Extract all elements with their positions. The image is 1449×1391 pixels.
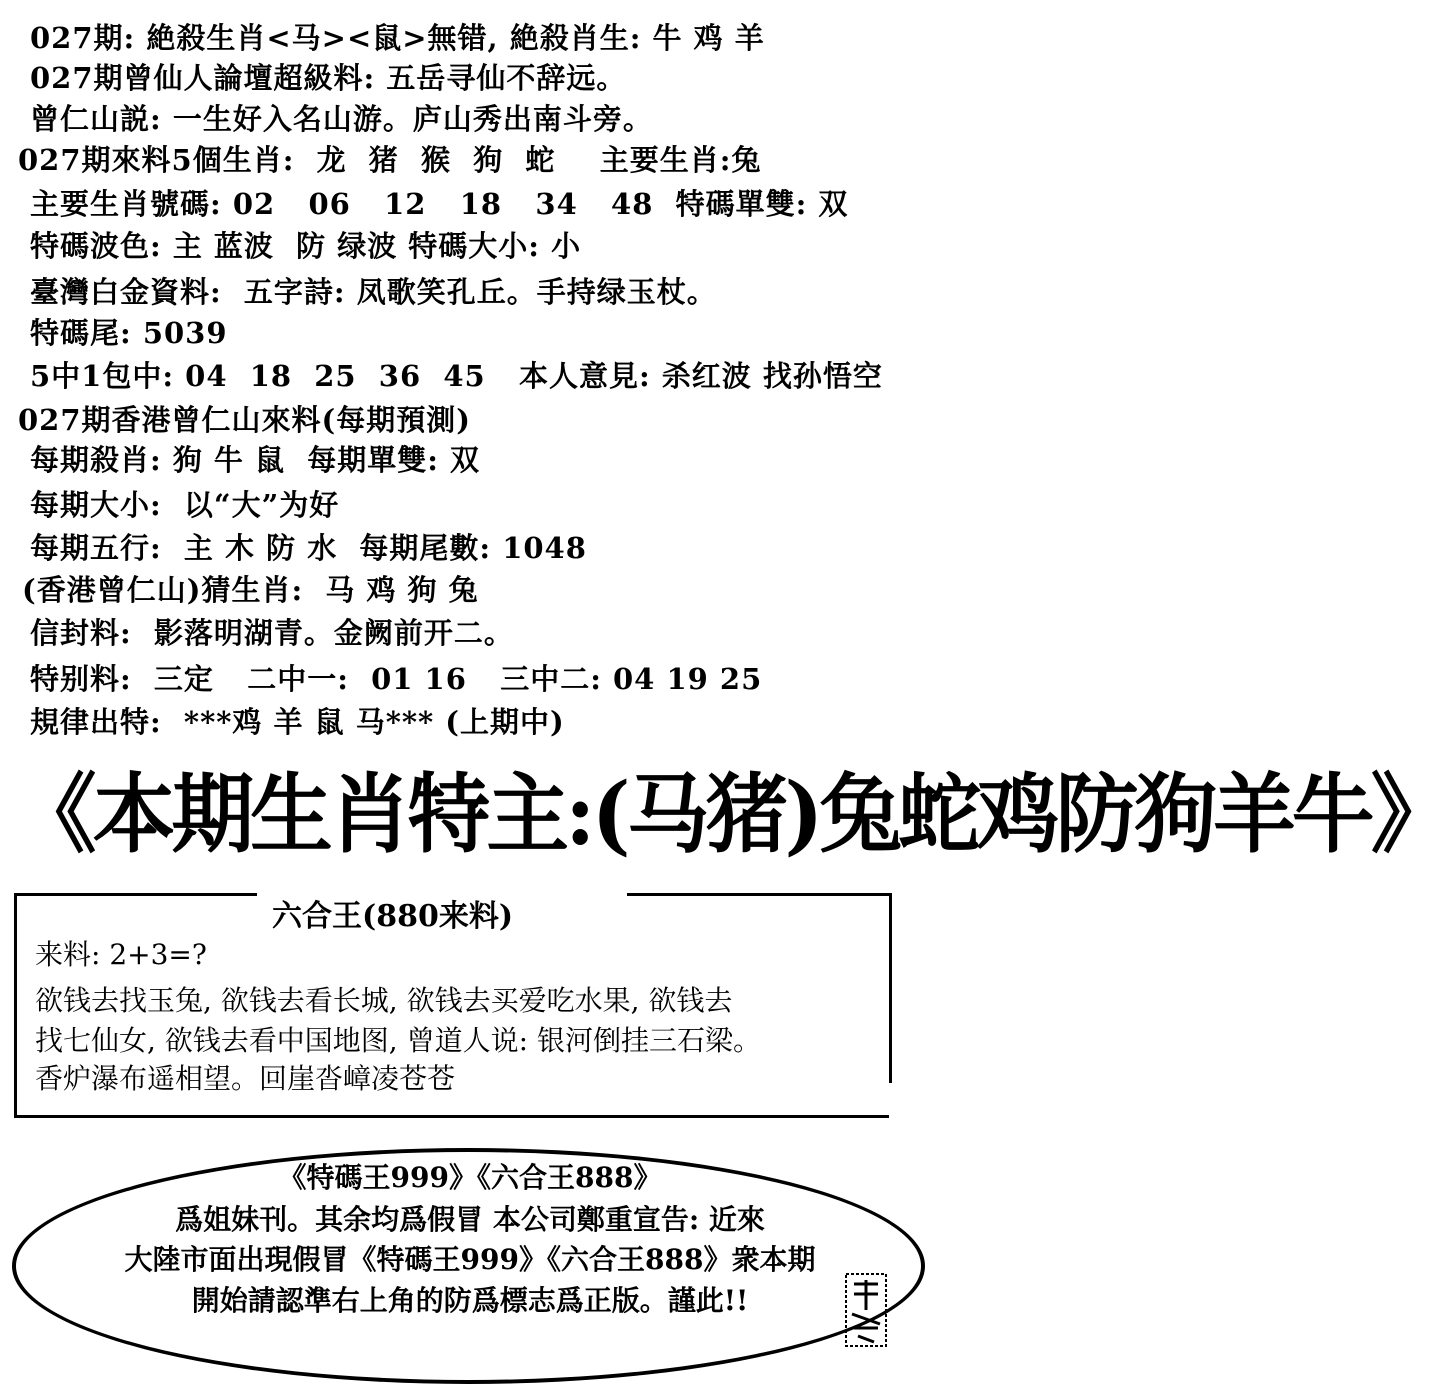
notice-line-3: 大陸市面出現假冒《特碼王999》《六合王888》衆本期 <box>124 1243 816 1276</box>
line-14 <box>22 570 479 610</box>
line-13-label: 每期五行: <box>30 531 162 565</box>
line-10-label: 027期香港曾仁山來料 <box>18 403 322 437</box>
box-border-top-left <box>17 893 257 896</box>
line-11 <box>30 440 480 480</box>
line-14-text: 马 鸡 狗 兔 <box>303 573 479 607</box>
line-9-text: 04 18 25 36 45 本人意見: 杀红波 找孙悟空 <box>174 359 883 393</box>
line-11-text: 狗 牛 鼠 每期單雙: 双 <box>161 443 481 477</box>
line-14-label: (香港曾仁山)猜生肖: <box>22 573 304 607</box>
line-7-text: 五字詩: 凤歌笑孔丘。手持绿玉杖。 <box>221 275 717 309</box>
line-7 <box>30 272 717 312</box>
line-8-label: 特碼尾: <box>30 316 132 350</box>
line-2-text: 五岳寻仙不辞远。 <box>375 61 627 95</box>
seal-stamp <box>840 1270 892 1350</box>
line-3-text: 一生好入名山游。庐山秀出南斗旁。 <box>161 102 653 136</box>
line-6-text: 主 蓝波 防 绿波 特碼大小: 小 <box>161 229 582 263</box>
info-box <box>14 893 889 1118</box>
line-3-label: 曾仁山説: <box>30 102 162 136</box>
line-1 <box>30 18 765 58</box>
line-5-text: 02 06 12 18 34 48 特碼單雙: 双 <box>221 187 849 221</box>
line-2-label: 027期曾仙人論壇超級料: <box>30 61 376 95</box>
line-2 <box>30 58 626 98</box>
line-7-label: 臺灣白金資料: <box>30 275 222 309</box>
line-8 <box>30 313 228 353</box>
line-5-label: 主要生肖號碼: <box>30 187 222 221</box>
line-6-label: 特碼波色: <box>30 229 162 263</box>
line-5 <box>30 184 848 224</box>
line-13-text: 主 木 防 水 每期尾數: 1048 <box>161 531 587 565</box>
line-12 <box>30 485 339 525</box>
line-15 <box>30 613 514 653</box>
line-15-text: 影落明湖青。金阙前开二。 <box>131 616 514 650</box>
box-title: 六合王(880来料) <box>272 899 514 934</box>
line-15-label: 信封料: <box>30 616 132 650</box>
line-1-label: 027期: <box>30 21 136 55</box>
line-16 <box>30 659 762 699</box>
line-4-label: 027期來料5個生肖: <box>18 143 295 177</box>
line-16-text: 三定 二中一: 01 16 三中二: 04 19 25 <box>131 662 763 696</box>
line-17-label: 規律出特: <box>30 705 162 739</box>
notice-line-2: 爲姐妹刊。其余均爲假冒 本公司鄭重宣告: 近來 <box>175 1203 765 1236</box>
line-4-text: 龙 猪 猴 狗 蛇 主要生肖:兔 <box>294 143 762 177</box>
line-1-text: 絶殺生肖<马><鼠>無错, 絶殺肖生: 牛 鸡 羊 <box>135 21 765 55</box>
box-border-top-right <box>627 893 889 896</box>
box-text-2: 找七仙女, 欲钱去看中国地图, 曾道人说: 银河倒挂三石梁。 <box>35 1024 761 1057</box>
notice-line-1: 《特碼王999》《六合王888》 <box>278 1161 662 1194</box>
box-text-3: 香炉瀑布遥相望。回崖沓嶂凌苍苍 <box>35 1062 456 1095</box>
line-13 <box>30 528 587 568</box>
box-riddle: 来料: 2+3=? <box>35 938 207 971</box>
line-6 <box>30 226 581 266</box>
box-border-right <box>889 893 892 1083</box>
line-9 <box>30 356 883 396</box>
line-10 <box>18 400 471 440</box>
notice-line-4: 開始請認準右上角的防爲標志爲正版。謹此!! <box>191 1284 749 1317</box>
line-17-text: ***鸡 羊 鼠 马*** (上期中) <box>161 705 565 739</box>
line-3 <box>30 99 653 139</box>
line-10-text: (每期預測) <box>321 403 471 437</box>
box-text-1: 欲钱去找玉兔, 欲钱去看长城, 欲钱去买爱吃水果, 欲钱去 <box>35 984 733 1017</box>
line-16-label: 特别料: <box>30 662 132 696</box>
line-12-label: 每期大小: <box>30 488 162 522</box>
headline: 《本期生肖特主:(马猪)兔蛇鸡防狗羊牛》 <box>14 764 1449 865</box>
line-17 <box>30 702 565 742</box>
line-11-label: 每期殺肖: <box>30 443 162 477</box>
line-4 <box>18 140 761 180</box>
line-8-text: 5039 <box>131 316 228 350</box>
line-12-text: 以“大”为好 <box>161 488 340 522</box>
line-9-label: 5中1包中: <box>30 359 175 393</box>
